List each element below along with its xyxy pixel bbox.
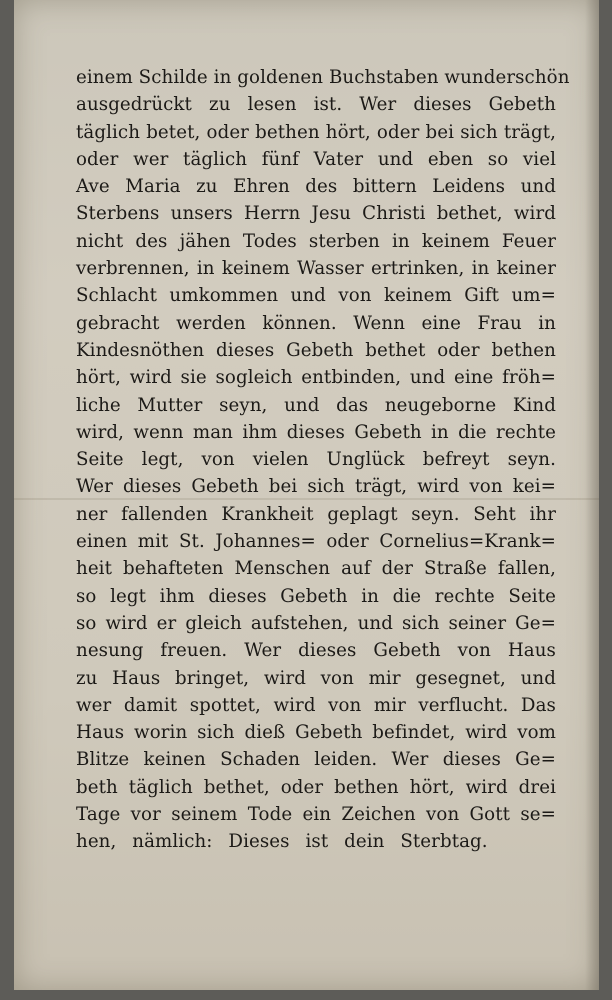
text-line: Blitze keinen Schaden leiden. Wer dieses Ge= bbox=[76, 749, 556, 771]
text-line: oder wer täglich fünf Vater und eben so viel bbox=[76, 148, 556, 170]
text-line: Haus worin sich dieß Gebeth befindet, wird vom bbox=[76, 722, 556, 744]
text-line: nicht des jähen Todes sterben in keinem Feuer bbox=[76, 230, 556, 252]
text-line: Kindesnöthen dieses Gebeth bethet oder bethen bbox=[76, 339, 556, 361]
prayer-text-body bbox=[76, 64, 570, 856]
text-line: beth täglich bethet, oder bethen hört, wird drei bbox=[76, 776, 556, 798]
paper-page bbox=[14, 0, 599, 990]
text-line: einen mit St. Johannes= oder Cornelius=Krank= bbox=[76, 531, 556, 553]
text-line: wer damit spottet, wird von mir verflucht. Das bbox=[76, 694, 556, 716]
text-line-last: hen, nämlich: Dieses ist dein Sterbtag. bbox=[76, 831, 488, 853]
text-line: einem Schilde in goldenen Buchstaben wunderschön bbox=[76, 67, 570, 88]
text-line: täglich betet, oder bethen hört, oder bei sich trägt, bbox=[76, 121, 556, 143]
text-line: hört, wird sie sogleich entbinden, und eine fröh= bbox=[76, 367, 556, 389]
text-line: Seite legt, von vielen Unglück befreyt seyn. bbox=[76, 449, 556, 471]
text-line: liche Mutter seyn, und das neugeborne Kind bbox=[76, 394, 556, 416]
text-line: ner fallenden Krankheit geplagt seyn. Seht ihr bbox=[76, 503, 556, 525]
text-line: so legt ihm dieses Gebeth in die rechte Seite bbox=[76, 585, 556, 607]
text-line: Tage vor seinem Tode ein Zeichen von Gott se= bbox=[76, 804, 556, 826]
text-line: verbrennen, in keinem Wasser ertrinken, in keiner bbox=[76, 258, 556, 280]
text-line: zu Haus bringet, wird von mir gesegnet, und bbox=[76, 667, 556, 689]
text-line: Ave Maria zu Ehren des bittern Leidens und bbox=[76, 176, 556, 198]
text-line: nesung freuen. Wer dieses Gebeth von Haus bbox=[76, 640, 556, 662]
text-line: Wer dieses Gebeth bei sich trägt, wird von kei= bbox=[76, 476, 556, 498]
text-line: gebracht werden können. Wenn eine Frau in bbox=[76, 312, 556, 334]
text-line: Schlacht umkommen und von keinem Gift um= bbox=[76, 285, 556, 307]
text-line: so wird er gleich aufstehen, und sich seiner Ge= bbox=[76, 612, 556, 634]
text-line: wird, wenn man ihm dieses Gebeth in die rechte bbox=[76, 421, 556, 443]
text-line: heit behafteten Menschen auf der Straße fallen, bbox=[76, 558, 556, 580]
text-line: Sterbens unsers Herrn Jesu Christi bethet, wird bbox=[76, 203, 556, 225]
text-line: ausgedrückt zu lesen ist. Wer dieses Gebeth bbox=[76, 94, 556, 116]
